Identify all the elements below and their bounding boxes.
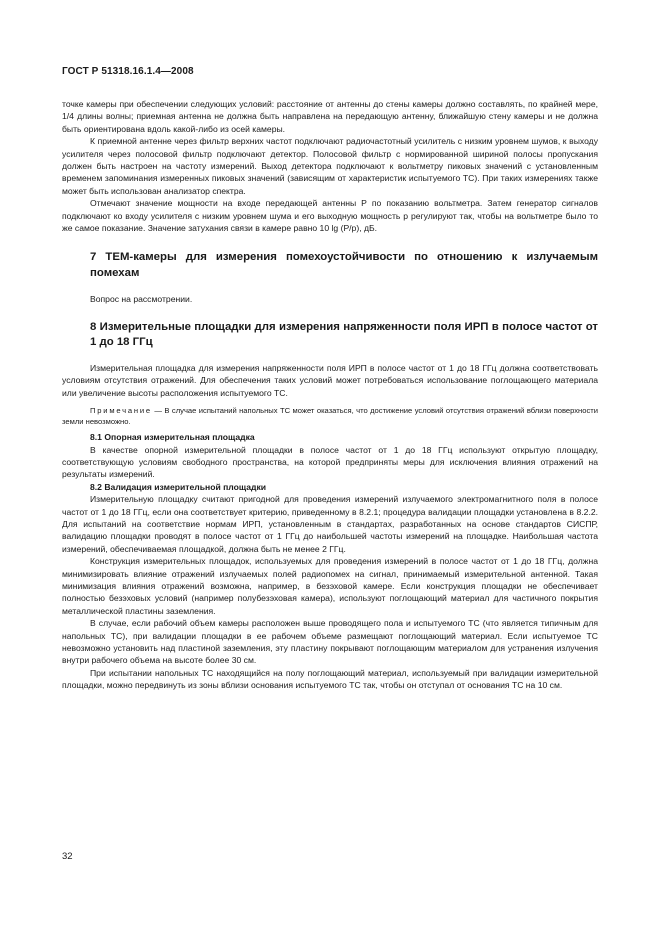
standard-header: ГОСТ Р 51318.16.1.4—2008 [62,66,194,77]
paragraph-floor-standing: При испытании напольных ТС находящийся на полу поглощающий материал, используемый при валидации измерительной площадки, можно передвинуть из зоны вблизи основания испытуемого ТС так, чтобы он отступал от основания ТС на 10 см. [62,667,598,691]
paragraph-absorber-placement: В случае, если рабочий объем камеры расположен выше проводящего пола и испытуемого ТС (что является типичным для напольных ТС), при валидации площадки в ее рабочем объеме размещают поглощающий материал. Если испытуемое ТС невозможно установить над пластиной заземления, эту пластину покрывают поглощающим материалом для устранения излучения внутри рабочего объема на высоте более 30 см. [62,618,598,666]
paragraph-continuation: точке камеры при обеспечении следующих условий: расстояние от антенны до стены камеры должно составлять, по крайней мере, 1/4 длины волны; приемная антенна не должна быть направлена на передающую антенну, ближайшую стену камеры и не должна быть ориентирована вдоль какой-либо из осей камеры. [62,99,598,134]
paragraph-site-validation: Измерительную площадку считают пригодной для проведения измерений излучаемого электромагнитного поля в полосе частот от 1 до 18 ГГц, если она соответствует критерию, приведенному в 8.2.1; процедура валидации площадки установлена в 8.2.2. Для испытаний на соответствие нормам ИРП, установленным в стандартах, разработанных на основе стандартов СИСПР, валидацию площадки проводят в полосе частот от 1 ГГц до наибольшей частоты измерений на площадке. Наибольшая частота измерений, обеспечиваемая площадкой, должна быть не менее 2 ГГц. [62,494,598,554]
section-8-title: 8 Измерительные площадки для измерения напряженности поля ИРП в полосе частот от 1 до 18 ГГц [90,320,598,349]
paragraph-power-measurement: Отмечают значение мощности на входе передающей антенны P по показанию вольтметра. Затем генератор сигналов подключают ко входу усилителя с низким уровнем шума и его выходную мощность p регулируют так, чтобы на вольтметре было то же самое показание. Значение затухания связи в камере равно 10 lg (P/p), дБ. [62,198,598,234]
paragraph-site-design: Конструкция измерительных площадок, используемых для проведения измерений в полосе частот от 1 до 18 ГГц, должна минимизировать влияние отражений излучаемых полей радиопомех на сигнал, принимаемый измерительной антенной. Такая минимизация влияния отражений возможна, например, в безэховой камере. Если конструкция площадки не обеспечивает полностью безэховых условий (например полубезэховая камера), используют поглощающий материал для частичного покрытия металлической пластины заземления. [62,556,598,616]
page-number: 32 [62,851,73,862]
paragraph-reference-site: В качестве опорной измерительной площадки в полосе частот от 1 до 18 ГГц используют открытую площадку, соответствующую условиям свободного пространства, на которой предприняты меры для исключения влияния отражений на результаты измерений. [62,444,598,480]
subsection-8-2-title: 8.2 Валидация измерительной площадки [90,481,267,492]
note-text: — В случае испытаний напольных ТС может оказаться, что достижение условий отсутствия отражений вблизи поверхности земли невозможно. [62,406,598,427]
paragraph-site-requirements: Измерительная площадка для измерения напряженности поля ИРП в полосе частот от 1 до 18 ГГц должна соответствовать условиям отсутствия отражений. Для обеспечения таких условий может потребоваться использование поглощающего материала или увеличение высоты расположения испытуемого ТС. [62,362,598,398]
note [62,405,598,427]
section-7-text: Вопрос на рассмотрении. [90,294,193,305]
note-label: Примечание [90,406,152,416]
document-body [62,98,598,692]
subsection-8-1-title: 8.1 Опорная измерительная площадка [90,432,255,443]
section-7-title: 7 ТЕМ-камеры для измерения помехоустойчивости по отношению к излучаемым помехам [90,251,598,279]
paragraph-amplifier: К приемной антенне через фильтр верхних частот подключают радиочастотный усилитель с низким уровнем шумов, к выходу усилителя через полосовой фильтр подключают детектор. Полосовой фильтр с нормированной шириной полосы пропускания должен быть настроен на частоту измерений. Выход детектора подключают к вольтметру пиковых значений с установленным временем запоминания измеренных пиковых значений (зависящим от характеристик испытуемого ТС). При таких измерениях также может быть использован анализатор спектра. [62,136,598,196]
